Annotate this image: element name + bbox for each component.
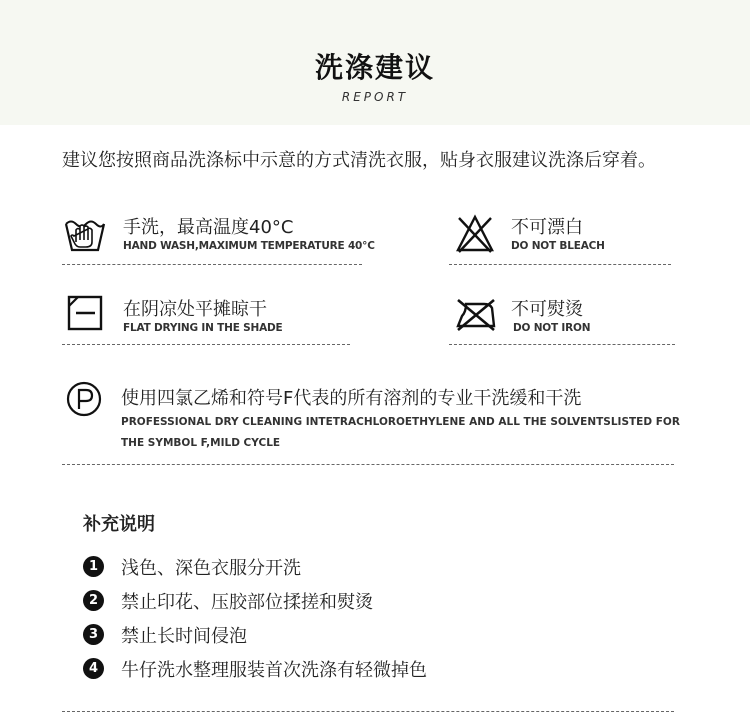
care-flat-dry <box>62 292 362 352</box>
flat-dry-shade-icon <box>66 294 106 334</box>
note-text: 牛仔洗水整理服装首次洗涤有轻微掉色 <box>121 660 427 681</box>
note-number-badge: 1 <box>83 556 104 577</box>
divider <box>449 344 675 345</box>
note-number-badge: 4 <box>83 658 104 679</box>
page-subtitle: REPORT <box>341 90 409 104</box>
header-band <box>0 0 750 125</box>
flat-dry-en: FLAT DRYING IN THE SHADE <box>123 322 283 334</box>
no-bleach-zh: 不可漂白 <box>511 217 583 238</box>
divider <box>62 344 350 345</box>
no-iron-zh: 不可熨烫 <box>511 299 583 320</box>
bottom-divider <box>62 711 674 712</box>
notes-title: 补充说明 <box>83 514 155 535</box>
divider <box>62 464 674 465</box>
hand-wash-zh: 手洗，最高温度40°C <box>123 217 294 238</box>
intro-text: 建议您按照商品洗涤标中示意的方式清洗衣服，贴身衣服建议洗涤后穿着。 <box>62 150 656 171</box>
divider <box>449 264 671 265</box>
dry-clean-p-icon <box>65 380 105 420</box>
note-number-badge: 2 <box>83 590 104 611</box>
care-no-iron <box>449 292 679 352</box>
page-title: 洗涤建议 <box>314 51 435 84</box>
no-bleach-en: DO NOT BLEACH <box>511 240 605 252</box>
no-iron-icon <box>454 294 498 334</box>
note-text: 浅色、深色衣服分开洗 <box>121 558 301 579</box>
note-text: 禁止长时间侵泡 <box>121 626 247 647</box>
care-hand-wash <box>62 210 375 270</box>
note-number-badge: 3 <box>83 624 104 645</box>
care-no-bleach <box>449 210 679 270</box>
divider <box>62 264 362 265</box>
note-text: 禁止印花、压胶部位揉搓和熨烫 <box>121 592 373 613</box>
flat-dry-zh: 在阴凉处平摊晾干 <box>123 299 267 320</box>
hand-wash-en: HAND WASH,MAXIMUM TEMPERATURE 40°C <box>123 240 375 252</box>
dry-clean-en: PROFESSIONAL DRY CLEANING INTETRACHLOROETHYLENE AND ALL THE SOLVENTSLISTED FOR THE SYMBOL F,MILD CYCLE <box>121 416 680 449</box>
hand-wash-icon <box>62 214 108 254</box>
dry-clean-zh: 使用四氯乙烯和符号F代表的所有溶剂的专业干洗缓和干洗 <box>121 388 582 409</box>
no-iron-en: DO NOT IRON <box>513 322 591 334</box>
care-dry-clean <box>62 378 680 470</box>
no-bleach-icon <box>455 214 495 254</box>
